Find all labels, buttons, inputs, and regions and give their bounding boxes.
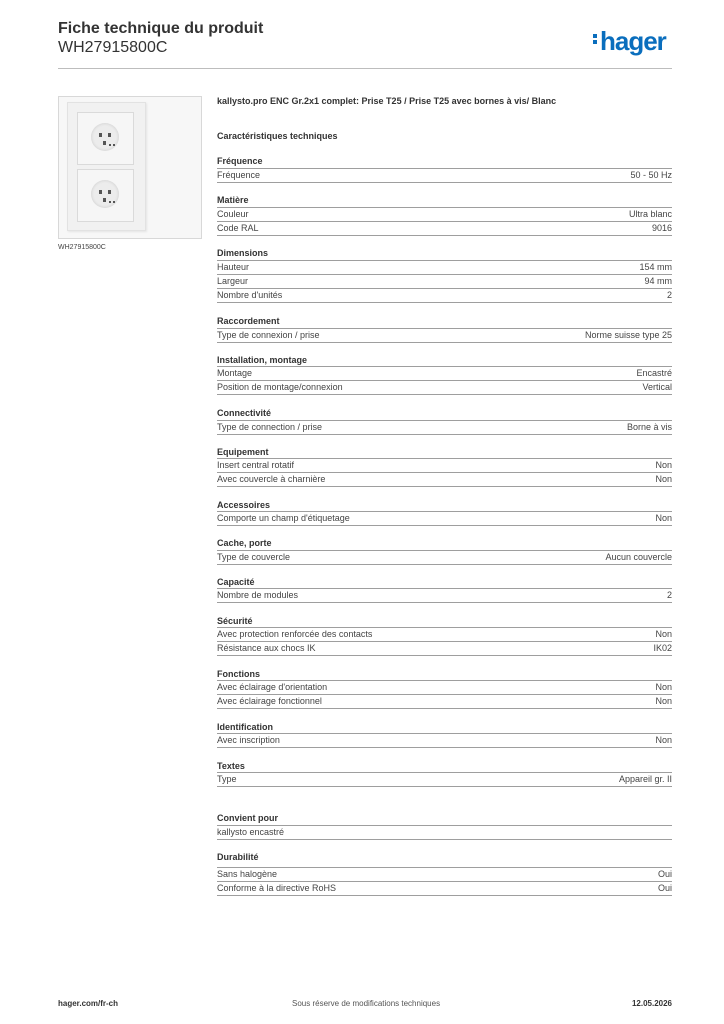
spec-value: Ultra blanc — [628, 209, 672, 219]
spec-row — [217, 680, 672, 694]
spec-value: Oui — [657, 883, 672, 893]
spec-label: Comporte un champ d'étiquetage — [217, 513, 350, 523]
spec-row — [217, 328, 672, 342]
section-end-rule — [217, 564, 672, 565]
spec-label: Type de connexion / prise — [217, 330, 320, 340]
section-title: Accessoires — [217, 500, 271, 510]
section-title: Fréquence — [217, 156, 263, 166]
section-title: Installation, montage — [217, 355, 308, 365]
spec-label: Sans halogène — [217, 869, 278, 879]
spec-row — [217, 550, 672, 564]
spec-label: Type de connection / prise — [217, 422, 323, 432]
section-title: Sécurité — [217, 616, 253, 626]
product-title: kallysto.pro ENC Gr.2x1 complet: Prise T25 / Prise T25 avec bornes à vis/ Blanc — [217, 96, 557, 106]
section-title: Cache, porte — [217, 538, 272, 548]
section-end-rule — [217, 434, 672, 435]
spec-row — [217, 288, 672, 302]
section-title: Durabilité — [217, 852, 259, 862]
spec-row — [217, 772, 672, 786]
spec-value: 94 mm — [644, 276, 672, 286]
section-title: Connectivité — [217, 408, 272, 418]
socket-bottom-icon — [77, 169, 134, 222]
spec-label: Avec protection renforcée des contacts — [217, 629, 373, 639]
section-title: Matière — [217, 195, 249, 205]
section-end-rule — [217, 602, 672, 603]
header-divider — [58, 68, 672, 69]
spec-row — [217, 641, 672, 655]
spec-label: Résistance aux chocs IK — [217, 643, 316, 653]
section-title: Convient pour — [217, 813, 278, 823]
spec-row — [217, 207, 672, 221]
spec-value: 2 — [666, 590, 672, 600]
section-end-rule — [217, 839, 672, 840]
spec-row — [217, 588, 672, 602]
spec-label: Avec éclairage d'orientation — [217, 682, 328, 692]
spec-label: Avec éclairage fonctionnel — [217, 696, 322, 706]
spec-row — [217, 274, 672, 288]
section-title: Capacité — [217, 577, 255, 587]
spec-row — [217, 472, 672, 486]
spec-label: Avec inscription — [217, 735, 280, 745]
section-end-rule — [217, 182, 672, 183]
spec-row — [217, 168, 672, 182]
spec-row — [217, 881, 672, 895]
spec-row — [217, 221, 672, 235]
footer-disclaimer: Sous réserve de modifications techniques — [292, 999, 441, 1008]
spec-value: Borne à vis — [626, 422, 672, 432]
section-end-rule — [217, 342, 672, 343]
footer-website: hager.com/fr-ch — [58, 999, 119, 1008]
spec-row — [217, 260, 672, 274]
spec-row — [217, 511, 672, 525]
spec-label: Hauteur — [217, 262, 250, 272]
spec-value: Non — [655, 735, 672, 745]
spec-row — [217, 627, 672, 641]
spec-value: 154 mm — [639, 262, 672, 272]
hager-logo — [593, 28, 666, 54]
section-title: Raccordement — [217, 316, 280, 326]
spec-row — [217, 694, 672, 708]
section-title: Equipement — [217, 447, 269, 457]
spec-label: Nombre de modules — [217, 590, 299, 600]
spec-label: Couleur — [217, 209, 249, 219]
spec-label: Position de montage/connexion — [217, 382, 343, 392]
image-caption: WH27915800C — [58, 244, 106, 251]
spec-value: Appareil gr. II — [618, 774, 672, 784]
section-end-rule — [217, 747, 672, 748]
spec-row — [217, 366, 672, 380]
spec-label: Type — [217, 774, 237, 784]
footer-date: 12.05.2026 — [631, 999, 672, 1008]
section-title: Dimensions — [217, 248, 269, 258]
section-end-rule — [217, 895, 672, 896]
spec-row — [217, 867, 672, 881]
section-end-rule — [217, 525, 672, 526]
section-end-rule — [217, 235, 672, 236]
spec-label: Insert central rotatif — [217, 460, 295, 470]
spec-value: Non — [655, 682, 672, 692]
spec-value: 2 — [666, 290, 672, 300]
page-title: Fiche technique du produit — [58, 20, 264, 37]
spec-row — [217, 733, 672, 747]
spec-value: Oui — [657, 869, 672, 879]
spec-value: Aucun couvercle — [605, 552, 672, 562]
spec-value: Non — [655, 696, 672, 706]
socket-plate-image — [67, 102, 146, 231]
section-title: Textes — [217, 761, 245, 771]
section-end-rule — [217, 655, 672, 656]
spec-value: Non — [655, 460, 672, 470]
spec-row — [217, 458, 672, 472]
section-end-rule — [217, 708, 672, 709]
spec-label: Largeur — [217, 276, 249, 286]
spec-value: Non — [655, 629, 672, 639]
spec-row — [217, 825, 672, 839]
spec-value: 50 - 50 Hz — [630, 170, 672, 180]
spec-label: kallysto encastré — [217, 827, 285, 837]
section-title: Identification — [217, 722, 273, 732]
characteristics-heading: Caractéristiques techniques — [217, 131, 338, 141]
spec-row — [217, 380, 672, 394]
spec-value: IK02 — [653, 643, 672, 653]
spec-label: Montage — [217, 368, 253, 378]
spec-value: Norme suisse type 25 — [584, 330, 672, 340]
spec-label: Conforme à la directive RoHS — [217, 883, 337, 893]
spec-value: Encastré — [636, 368, 672, 378]
spec-row — [217, 420, 672, 434]
logo-dots-icon — [593, 32, 598, 46]
socket-top-icon — [77, 112, 134, 165]
spec-label: Type de couvercle — [217, 552, 291, 562]
spec-value: Vertical — [642, 382, 672, 392]
spec-label: Fréquence — [217, 170, 261, 180]
section-end-rule — [217, 394, 672, 395]
spec-label: Avec couvercle à charnière — [217, 474, 326, 484]
section-end-rule — [217, 302, 672, 303]
spec-label: Code RAL — [217, 223, 259, 233]
product-reference: WH27915800C — [58, 39, 168, 56]
spec-value: Non — [655, 474, 672, 484]
spec-value: 9016 — [651, 223, 672, 233]
spec-label: Nombre d'unités — [217, 290, 283, 300]
section-end-rule — [217, 786, 672, 787]
section-title: Fonctions — [217, 669, 260, 679]
section-end-rule — [217, 486, 672, 487]
product-image — [58, 96, 202, 239]
logo-text: hager — [600, 26, 666, 56]
spec-value: Non — [655, 513, 672, 523]
